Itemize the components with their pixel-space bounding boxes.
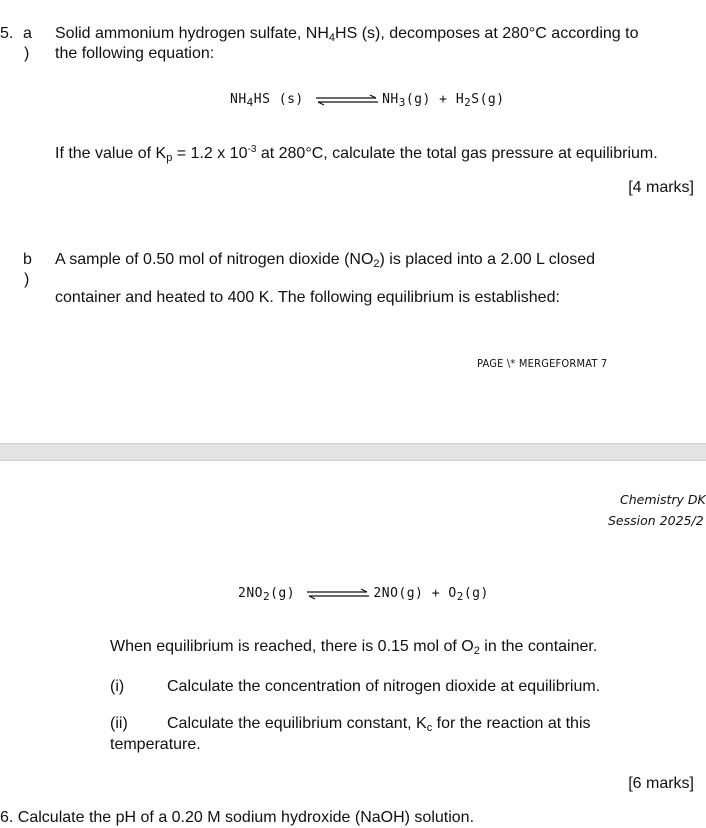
page-separator <box>0 443 706 461</box>
header-course: Chemistry DK <box>620 492 706 507</box>
sub-question-i-text: Calculate the concentration of nitrogen dioxide at equilibrium. <box>167 678 601 695</box>
part-b-line1: A sample of 0.50 mol of nitrogen dioxide $(NO_2)$ is placed into a 2.00 L closed <box>55 251 596 270</box>
sub-question-i-label: (i) <box>110 678 125 695</box>
part-a-marks: [4 marks] <box>628 179 694 196</box>
part-b-marks: [6 marks] <box>628 775 694 792</box>
equilibrium-arrow-icon-b <box>307 588 369 600</box>
equation-b: $2NO_2(g)$ $2NO(g) + O_2(g)$ <box>238 586 489 603</box>
part-b-label: b <box>23 251 32 268</box>
part-a-label: a <box>23 25 32 42</box>
equation-a: $NH_4HS$ (s) $NH_3(g) + H_2S(g)$ <box>230 92 505 109</box>
part-b-paren: ) <box>24 271 30 288</box>
header-session: Session 2025/2 <box>608 513 704 528</box>
next-question-line: 6. Calculate the pH of a 0.20 M sodium hydroxide (NaOH) solution. <box>0 809 475 826</box>
part-b-line2: container and heated to 400 K. The following equilibrium is established: <box>55 289 560 306</box>
part-a-paren: ) <box>24 45 30 62</box>
part-a-line1: Solid ammonium hydrogen sulfate, $NH_4HS$ (s), decomposes at 280°C according to <box>55 25 639 44</box>
sub-question-ii-label: (ii) <box>110 715 128 732</box>
question-number: 5. <box>0 25 14 42</box>
equilibrium-statement: When equilibrium is reached, there is 0.15 mol of $O_2$ in the container. <box>110 638 598 657</box>
sub-question-ii-line2: temperature. <box>110 736 201 753</box>
equilibrium-arrow-icon <box>316 94 378 106</box>
page-number-field: PAGE \* MERGEFORMAT 7 <box>477 357 608 370</box>
next-question-clip <box>0 808 706 826</box>
part-a-line2: the following equation: <box>55 45 215 62</box>
part-a-question: If the value of $K_p = 1.2$ x $10^{-3}$ at 280°C, calculate the total gas pressure at equilibrium. <box>55 144 658 164</box>
sub-question-ii-text: Calculate the equilibrium constant, $K_c$ for the reaction at this <box>167 715 591 734</box>
